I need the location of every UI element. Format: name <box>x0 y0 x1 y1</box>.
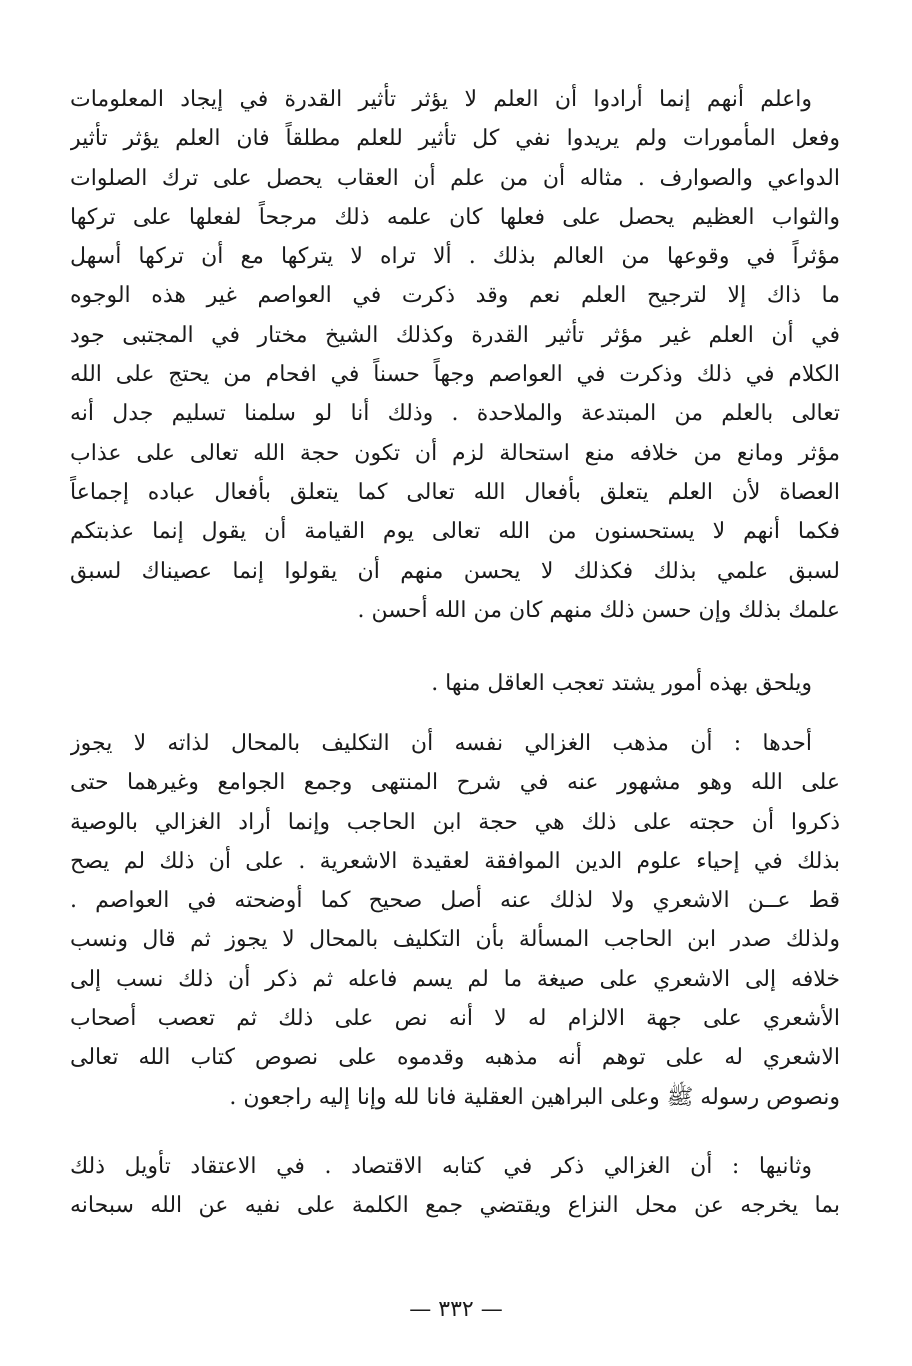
text-line: خلافه إلى الاشعري على صيغة ما لم يسم فاعله ثم ذكر أن ذلك نسب إلى <box>70 966 840 992</box>
text-line: قط عــن الاشعري ولا لذلك عنه أصل صحيح كما أوضحته في العواصم . <box>70 888 840 914</box>
text-line: تعالى بالعلم من المبتدعة والملاحدة . وذلك أنا لو سلمنا تسليم جدل أنه <box>70 401 840 427</box>
text-line: وفعل المأمورات ولم يريدوا نفي كل تأثير للعلم مطلقاً فان العلم يؤثر تأثير <box>70 126 840 152</box>
text-line: العصاة لأن العلم يتعلق بأفعال الله تعالى كما يتعلق بأفعال عباده إجماعاً <box>70 479 840 505</box>
text-line: ما ذاك إلا لترجيح العلم نعم وقد ذكرت في العواصم غير هذه الوجوه <box>70 283 840 309</box>
text-line: وثانيها : أن الغزالي ذكر في كتابه الاقتصاد . في الاعتقاد تأويل ذلك <box>70 1154 812 1179</box>
text-line: لسبق علمي بذلك فكذلك لا يحسن منهم أن يقولوا إنما عصيناك لسبق <box>70 558 840 584</box>
paragraph-second-point <box>70 1147 840 1226</box>
text-line: في أن العلم غير مؤثر تأثير القدرة وكذلك الشيخ مختار في المجتبى جود <box>70 322 840 348</box>
text-line: فكما أنهم لا يستحسنون من الله تعالى يوم القيامة أن يقول إنما عذبتكم <box>70 519 840 545</box>
text-line: الدواعي والصوارف . مثاله أن من علم أن العقاب يحصل على ترك الصلوات <box>70 165 840 191</box>
text-line: الكلام في ذلك وذكرت في العواصم وجهاً حسناً في افحام من يحتج على الله <box>70 362 840 388</box>
text-line: بذلك في إحياء علوم الدين الموافقة لعقيدة الاشعرية . على أن ذلك لم يصح <box>70 848 840 874</box>
text-line: والثواب العظيم يحصل على فعلها كان علمه ذلك مرجحاً لفعلها على تركها <box>70 204 840 230</box>
text-line: أحدها : أن مذهب الغزالي نفسه أن التكليف بالمحال لذاته لا يجوز <box>70 731 812 756</box>
text-line: مؤثر ومانع من خلافه منع استحالة لزم أن تكون حجة الله تعالى على عذاب <box>70 440 840 466</box>
text-line: الاشعري له على توهم أنه مذهبه وقدموه على نصوص كتاب الله تعالى <box>70 1045 840 1071</box>
text-line: علمك بذلك وإن حسن ذلك منهم كان من الله أحسن . <box>357 597 840 623</box>
paragraph-first-point <box>70 724 840 1117</box>
text-line: على الله وهو مشهور عنه في شرح المنتهى وجمع الجوامع وغيرهما حتى <box>70 770 840 796</box>
text-line: الأشعري على جهة الالزام له لا أنه نص على ذلك ثم تعصب أصحاب <box>70 1006 840 1032</box>
text-line: ويلحق بهذه أمور يشتد تعجب العاقل منها . <box>431 671 812 696</box>
text-line: ولذلك صدر ابن الحاجب المسألة بأن التكليف بالمحال لا يجوز ثم قال ونسب <box>70 927 840 953</box>
page-number: — ٣٣٢ — <box>409 1297 503 1322</box>
text-line: بما يخرجه عن محل النزاع ويقتضي جمع الكلمة على نفيه عن الله سبحانه <box>70 1193 840 1219</box>
paragraph-knowledge-influence <box>70 80 840 630</box>
text-line: ونصوص رسوله ﷺ وعلى البراهين العقلية فانا لله وإنا إليه راجعون . <box>229 1084 840 1110</box>
text-line: ذكروا أن حجته على ذلك هي حجة ابن الحاجب وإنما أراد الغزالي بالوصية <box>70 809 840 835</box>
text-line: واعلم أنهم إنما أرادوا أن العلم لا يؤثر تأثير القدرة في إيجاد المعلومات <box>70 87 812 112</box>
paragraph-transition <box>70 664 840 703</box>
text-line: مؤثراً في وقوعها من العالم بذلك . ألا تراه لا يتركها مع أن تركها أسهل <box>70 244 840 270</box>
